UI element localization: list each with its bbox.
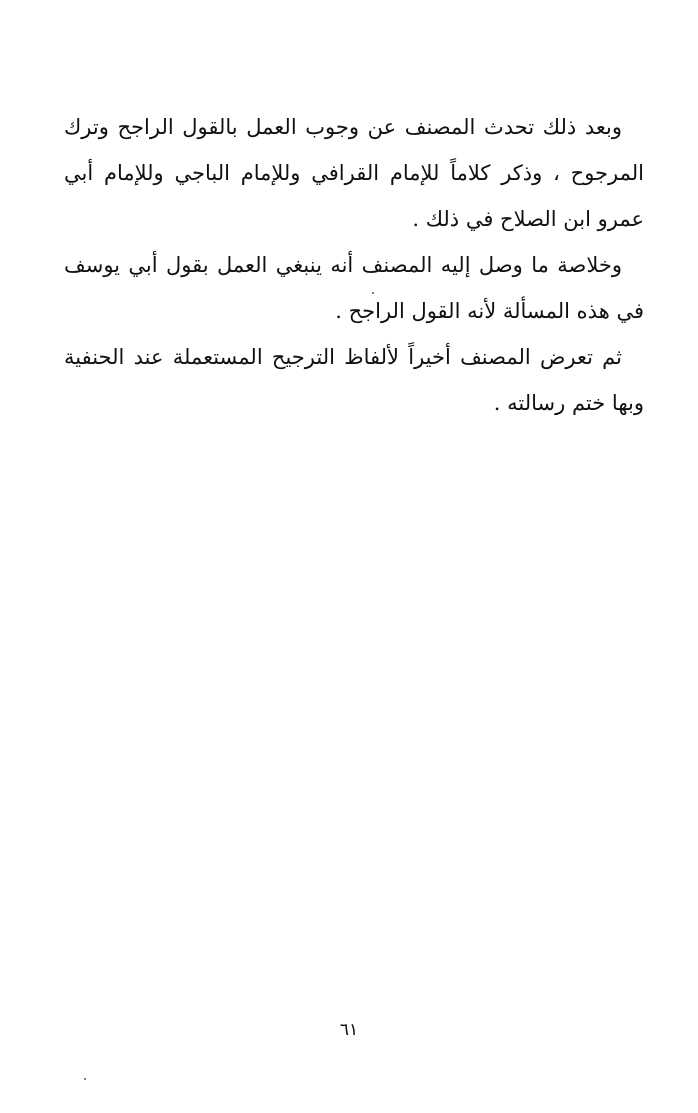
scan-speck [84,1078,86,1080]
paragraph: وخلاصة ما وصل إليه المصنف أنه ينبغي العمل بقول أبي يوسف في هذه المسألة لأنه القول الراجح . [64,253,644,323]
page-number: ٦١ [339,1020,359,1040]
paragraph: وبعد ذلك تحدث المصنف عن وجوب العمل بالقول الراجح وترك المرجوح ، وذكر كلاماً للإمام القرافي وللإمام الباجي وللإمام أبي عمرو ابن الصلاح في ذلك . [64,115,644,231]
paragraph: ثم تعرض المصنف أخيراً لألفاظ الترجيح المستعملة عند الحنفية وبها ختم رسالته . [64,345,644,415]
body-text [64,104,644,426]
scan-speck [372,292,374,294]
